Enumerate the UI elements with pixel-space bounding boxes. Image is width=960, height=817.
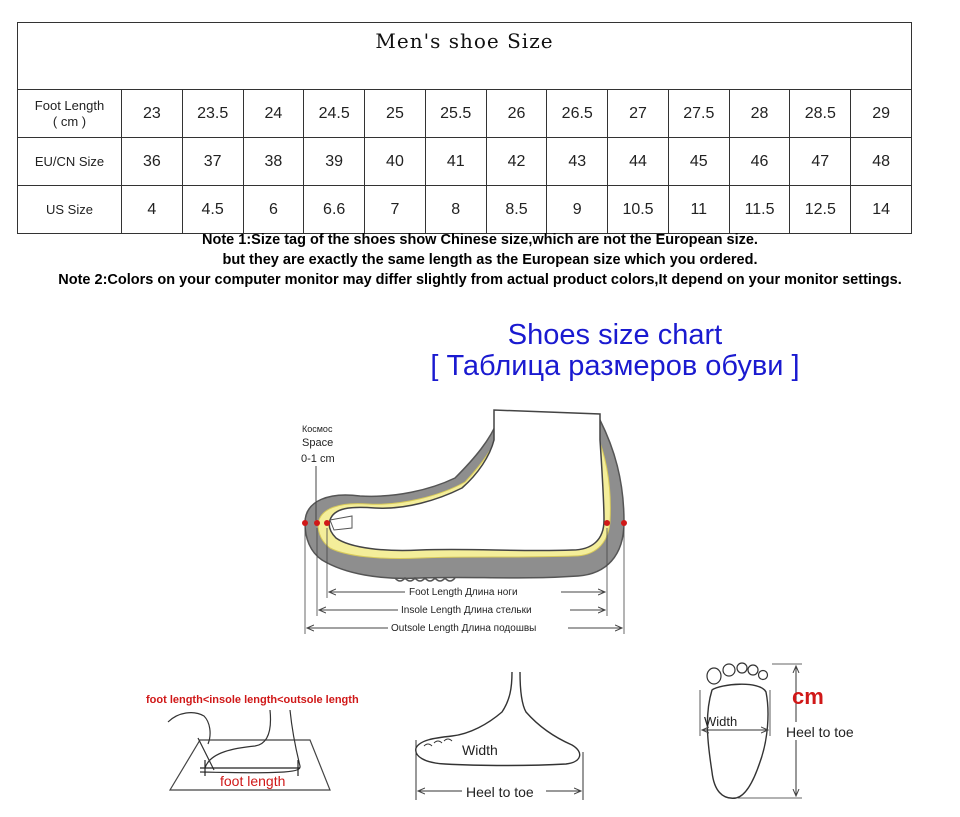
table-cell: 38 [243, 138, 304, 186]
foot-length-label: Foot Length Длина ноги [409, 587, 518, 598]
table-title: Men's shoe Size [18, 23, 912, 90]
table-cell: 28 [729, 90, 790, 138]
table-cell: 46 [729, 138, 790, 186]
note-1-continued: but they are exactly the same length as the European size which you ordered. [222, 252, 758, 268]
length-relation-text: foot length<insole length<outsole length [146, 694, 359, 706]
space-label-ru: Космос [302, 424, 333, 434]
table-cell: 29 [851, 90, 912, 138]
chart-title-ru: [ Таблица размеров обуви ] [430, 350, 800, 382]
table-cell: 14 [851, 186, 912, 234]
table-cell: 12.5 [790, 186, 851, 234]
table-cell: 28.5 [790, 90, 851, 138]
sole-heel-to-toe-label: Heel to toe [786, 724, 854, 740]
hand-with-pencil [168, 713, 214, 770]
foot-outline-side [200, 710, 300, 773]
table-cell: 6 [243, 186, 304, 234]
table-cell: 24.5 [304, 90, 365, 138]
space-range: 0-1 cm [301, 453, 335, 465]
table-cell: 4 [122, 186, 183, 234]
table-cell: 23.5 [182, 90, 243, 138]
row-header-line: EU/CN Size [34, 153, 105, 169]
table-cell: 9 [547, 186, 608, 234]
note-1: Note 1:Size tag of the shoes show Chinese size,which are not the European size. [202, 232, 758, 248]
side-view-foot [416, 672, 583, 800]
table-cell: 37 [182, 138, 243, 186]
table-cell: 36 [122, 138, 183, 186]
table-cell: 41 [425, 138, 486, 186]
foot-toe-point [324, 520, 330, 526]
insole-length-label: Insole Length Длина стельки [401, 605, 532, 616]
side-width-label: Width [462, 742, 498, 758]
table-cell: 48 [851, 138, 912, 186]
space-label-en: Space [302, 437, 334, 449]
table-cell: 39 [304, 138, 365, 186]
shoe-cross-section [301, 410, 627, 634]
table-cell: 26 [486, 90, 547, 138]
table-cell: 24 [243, 90, 304, 138]
foot-length-caption: foot length [220, 773, 286, 789]
unit-cm-label: cm [792, 684, 824, 709]
table-cell: 26.5 [547, 90, 608, 138]
table-cell: 23 [122, 90, 183, 138]
chart-title-en: Shoes size chart [507, 319, 723, 351]
table-cell: 27.5 [668, 90, 729, 138]
table-cell: 44 [608, 138, 669, 186]
table-cell: 4.5 [182, 186, 243, 234]
table-cell: 11.5 [729, 186, 790, 234]
sole-width-label: Width [704, 714, 738, 729]
table-cell: 7 [365, 186, 426, 234]
outsole-length-label: Outsole Length Длина подошвы [391, 623, 537, 634]
table-cell: 27 [608, 90, 669, 138]
table-cell: 47 [790, 138, 851, 186]
outsole-heel-point [621, 520, 627, 526]
table-cell: 25.5 [425, 90, 486, 138]
table-cell: 42 [486, 138, 547, 186]
table-cell: 40 [365, 138, 426, 186]
table-cell: 11 [668, 186, 729, 234]
row-header-line: ( cm ) [52, 113, 87, 129]
row-header-line: Foot Length [34, 97, 105, 113]
row-header-line: US Size [46, 201, 93, 217]
sole-outline [707, 684, 768, 798]
table-cell: 45 [668, 138, 729, 186]
measure-foot-illustration [146, 694, 359, 790]
insole-toe-point [314, 520, 320, 526]
outsole-toe-point [302, 520, 308, 526]
outsole-tread [395, 578, 455, 581]
table-cell: 10.5 [608, 186, 669, 234]
sole-view-foot [700, 663, 864, 798]
table-cell: 6.6 [304, 186, 365, 234]
foot-heel-point [604, 520, 610, 526]
table-cell: 43 [547, 138, 608, 186]
table-cell: 8 [425, 186, 486, 234]
note-2: Note 2:Colors on your computer monitor may differ slightly from actual product colors,It depend on your monitor settings. [58, 272, 902, 288]
table-cell: 25 [365, 90, 426, 138]
side-heel-to-toe-label: Heel to toe [466, 784, 534, 800]
table-cell: 8.5 [486, 186, 547, 234]
